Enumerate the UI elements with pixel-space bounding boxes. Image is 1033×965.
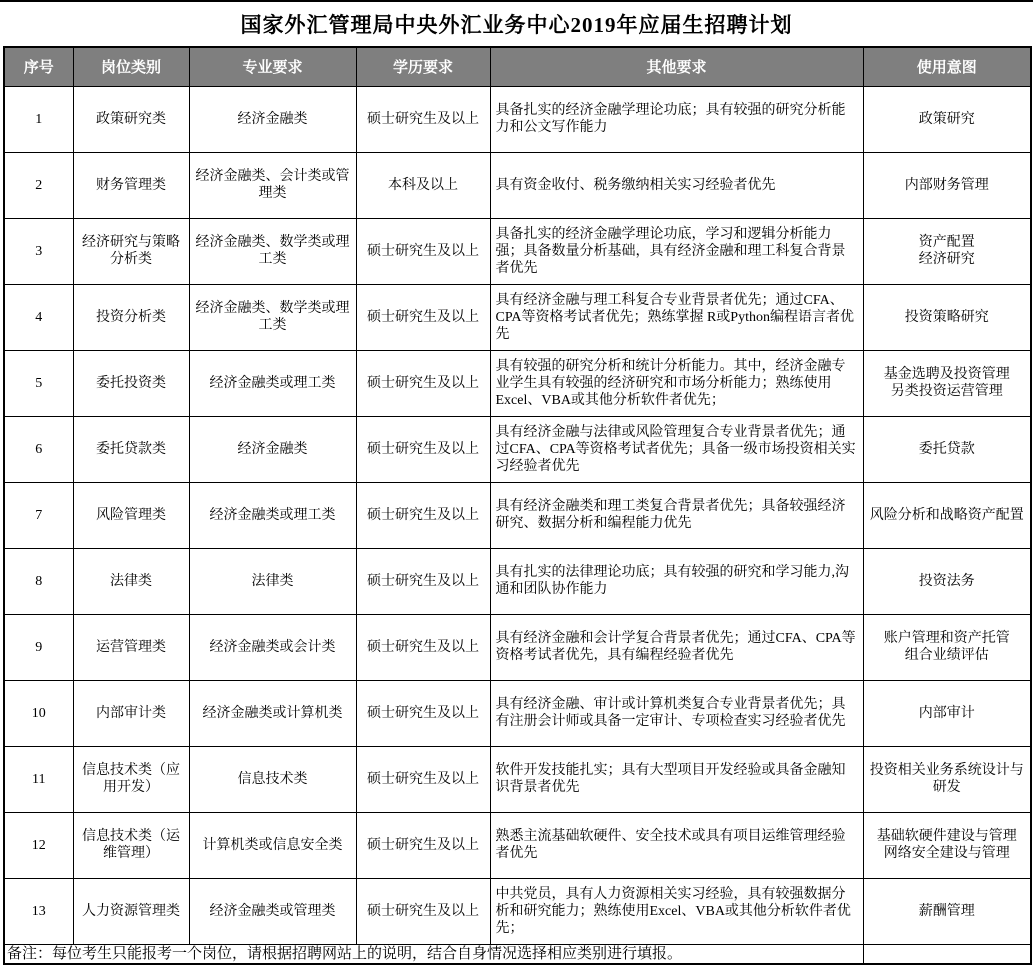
- cell-education-requirement: 硕士研究生及以上: [356, 746, 490, 812]
- column-header-1: 岗位类别: [73, 47, 189, 86]
- cell-serial-number: 11: [4, 746, 73, 812]
- table-row: [4, 152, 1031, 218]
- cell-other-requirements: 具有经济金融与理工科复合专业背景者优先；通过CFA、CPA等资格考试者优先；熟练掌握 R或Python编程语言者优先: [490, 284, 863, 350]
- cell-intended-use: 账户管理和资产托管 组合业绩评估: [863, 614, 1031, 680]
- cell-intended-use: 内部审计: [863, 680, 1031, 746]
- cell-intended-use: 投资策略研究: [863, 284, 1031, 350]
- cell-education-requirement: 硕士研究生及以上: [356, 680, 490, 746]
- cell-education-requirement: 硕士研究生及以上: [356, 878, 490, 944]
- cell-major-requirement: 经济金融类或理工类: [189, 350, 356, 416]
- cell-position-category: 投资分析类: [73, 284, 189, 350]
- column-header-2: 专业要求: [189, 47, 356, 86]
- cell-education-requirement: 硕士研究生及以上: [356, 614, 490, 680]
- cell-education-requirement: 硕士研究生及以上: [356, 350, 490, 416]
- cell-serial-number: 3: [4, 218, 73, 284]
- footer-row: [4, 944, 1031, 964]
- column-header-0: 序号: [4, 47, 73, 86]
- cell-education-requirement: 硕士研究生及以上: [356, 86, 490, 152]
- table-row: [4, 350, 1031, 416]
- table-row: [4, 284, 1031, 350]
- cell-other-requirements: 具有扎实的法律理论功底；具有较强的研究和学习能力,沟通和团队协作能力: [490, 548, 863, 614]
- cell-position-category: 内部审计类: [73, 680, 189, 746]
- cell-major-requirement: 经济金融类: [189, 416, 356, 482]
- cell-position-category: 财务管理类: [73, 152, 189, 218]
- cell-intended-use: 投资法务: [863, 548, 1031, 614]
- cell-position-category: 法律类: [73, 548, 189, 614]
- table-row: [4, 482, 1031, 548]
- table-row: [4, 416, 1031, 482]
- cell-major-requirement: 经济金融类、数学类或理工类: [189, 218, 356, 284]
- header-row: [4, 47, 1031, 86]
- cell-major-requirement: 经济金融类或管理类: [189, 878, 356, 944]
- table-row: [4, 218, 1031, 284]
- table-row: [4, 878, 1031, 944]
- cell-serial-number: 13: [4, 878, 73, 944]
- cell-position-category: 政策研究类: [73, 86, 189, 152]
- cell-other-requirements: 具有经济金融与法律或风险管理复合专业背景者优先；通过CFA、CPA等资格考试者优先；具备一级市场投资相关实习经验者优先: [490, 416, 863, 482]
- cell-intended-use: 政策研究: [863, 86, 1031, 152]
- cell-position-category: 信息技术类（运维管理）: [73, 812, 189, 878]
- page-title: 国家外汇管理局中央外汇业务中心2019年应届生招聘计划: [240, 13, 793, 37]
- recruitment-table: [3, 46, 1032, 965]
- cell-major-requirement: 经济金融类、会计类或管理类: [189, 152, 356, 218]
- cell-major-requirement: 经济金融类: [189, 86, 356, 152]
- cell-position-category: 风险管理类: [73, 482, 189, 548]
- table-body: [4, 86, 1031, 944]
- cell-intended-use: 资产配置 经济研究: [863, 218, 1031, 284]
- cell-major-requirement: 经济金融类或计算机类: [189, 680, 356, 746]
- column-header-5: 使用意图: [863, 47, 1031, 86]
- table-row: [4, 86, 1031, 152]
- cell-other-requirements: 具有较强的研究分析和统计分析能力。其中，经济金融专业学生具有较强的经济研究和市场分析能力；熟练使用Excel、VBA或其他分析软件者优先；: [490, 350, 863, 416]
- cell-education-requirement: 硕士研究生及以上: [356, 416, 490, 482]
- table-row: [4, 812, 1031, 878]
- cell-other-requirements: 具有资金收付、税务缴纳相关实习经验者优先: [490, 152, 863, 218]
- footer-empty-cell: [863, 944, 1031, 964]
- table-row: [4, 614, 1031, 680]
- cell-position-category: 信息技术类（应用开发）: [73, 746, 189, 812]
- cell-position-category: 运营管理类: [73, 614, 189, 680]
- cell-intended-use: 薪酬管理: [863, 878, 1031, 944]
- cell-other-requirements: 具有经济金融、审计或计算机类复合专业背景者优先；具有注册会计师或具备一定审计、专项检查实习经验者优先: [490, 680, 863, 746]
- cell-other-requirements: 中共党员，具有人力资源相关实习经验，具有较强数据分析和研究能力；熟练使用Excel、VBA或其他分析软件者优先；: [490, 878, 863, 944]
- cell-position-category: 委托投资类: [73, 350, 189, 416]
- cell-other-requirements: 熟悉主流基础软硬件、安全技术或具有项目运维管理经验者优先: [490, 812, 863, 878]
- cell-major-requirement: 计算机类或信息安全类: [189, 812, 356, 878]
- cell-serial-number: 4: [4, 284, 73, 350]
- cell-serial-number: 10: [4, 680, 73, 746]
- column-header-3: 学历要求: [356, 47, 490, 86]
- cell-intended-use: 委托贷款: [863, 416, 1031, 482]
- cell-major-requirement: 经济金融类、数学类或理工类: [189, 284, 356, 350]
- cell-serial-number: 9: [4, 614, 73, 680]
- cell-education-requirement: 本科及以上: [356, 152, 490, 218]
- cell-other-requirements: 软件开发技能扎实；具有大型项目开发经验或具备金融知识背景者优先: [490, 746, 863, 812]
- cell-intended-use: 基金选聘及投资管理 另类投资运营管理: [863, 350, 1031, 416]
- cell-other-requirements: 具有经济金融类和理工类复合背景者优先；具备较强经济研究、数据分析和编程能力优先: [490, 482, 863, 548]
- cell-other-requirements: 具有经济金融和会计学复合背景者优先；通过CFA、CPA等资格考试者优先，具有编程经验者优先: [490, 614, 863, 680]
- column-header-4: 其他要求: [490, 47, 863, 86]
- cell-position-category: 委托贷款类: [73, 416, 189, 482]
- cell-major-requirement: 法律类: [189, 548, 356, 614]
- cell-other-requirements: 具备扎实的经济金融学理论功底；具有较强的研究分析能力和公文写作能力: [490, 86, 863, 152]
- cell-other-requirements: 具备扎实的经济金融学理论功底，学习和逻辑分析能力强；具备数量分析基础，具有经济金融和理工科复合背景者优先: [490, 218, 863, 284]
- footer-note: 备注：每位考生只能报考一个岗位，请根据招聘网站上的说明，结合自身情况选择相应类别进行填报。: [4, 944, 863, 964]
- cell-intended-use: 风险分析和战略资产配置: [863, 482, 1031, 548]
- cell-serial-number: 6: [4, 416, 73, 482]
- cell-serial-number: 12: [4, 812, 73, 878]
- cell-major-requirement: 经济金融类或会计类: [189, 614, 356, 680]
- cell-position-category: 经济研究与策略分析类: [73, 218, 189, 284]
- cell-education-requirement: 硕士研究生及以上: [356, 482, 490, 548]
- cell-major-requirement: 信息技术类: [189, 746, 356, 812]
- cell-intended-use: 投资相关业务系统设计与研发: [863, 746, 1031, 812]
- table-row: [4, 548, 1031, 614]
- cell-education-requirement: 硕士研究生及以上: [356, 548, 490, 614]
- cell-education-requirement: 硕士研究生及以上: [356, 284, 490, 350]
- cell-education-requirement: 硕士研究生及以上: [356, 218, 490, 284]
- cell-serial-number: 2: [4, 152, 73, 218]
- table-row: [4, 680, 1031, 746]
- cell-serial-number: 5: [4, 350, 73, 416]
- cell-education-requirement: 硕士研究生及以上: [356, 812, 490, 878]
- cell-intended-use: 基础软硬件建设与管理 网络安全建设与管理: [863, 812, 1031, 878]
- cell-position-category: 人力资源管理类: [73, 878, 189, 944]
- cell-serial-number: 1: [4, 86, 73, 152]
- table-row: [4, 746, 1031, 812]
- cell-serial-number: 7: [4, 482, 73, 548]
- cell-serial-number: 8: [4, 548, 73, 614]
- cell-intended-use: 内部财务管理: [863, 152, 1031, 218]
- cell-major-requirement: 经济金融类或理工类: [189, 482, 356, 548]
